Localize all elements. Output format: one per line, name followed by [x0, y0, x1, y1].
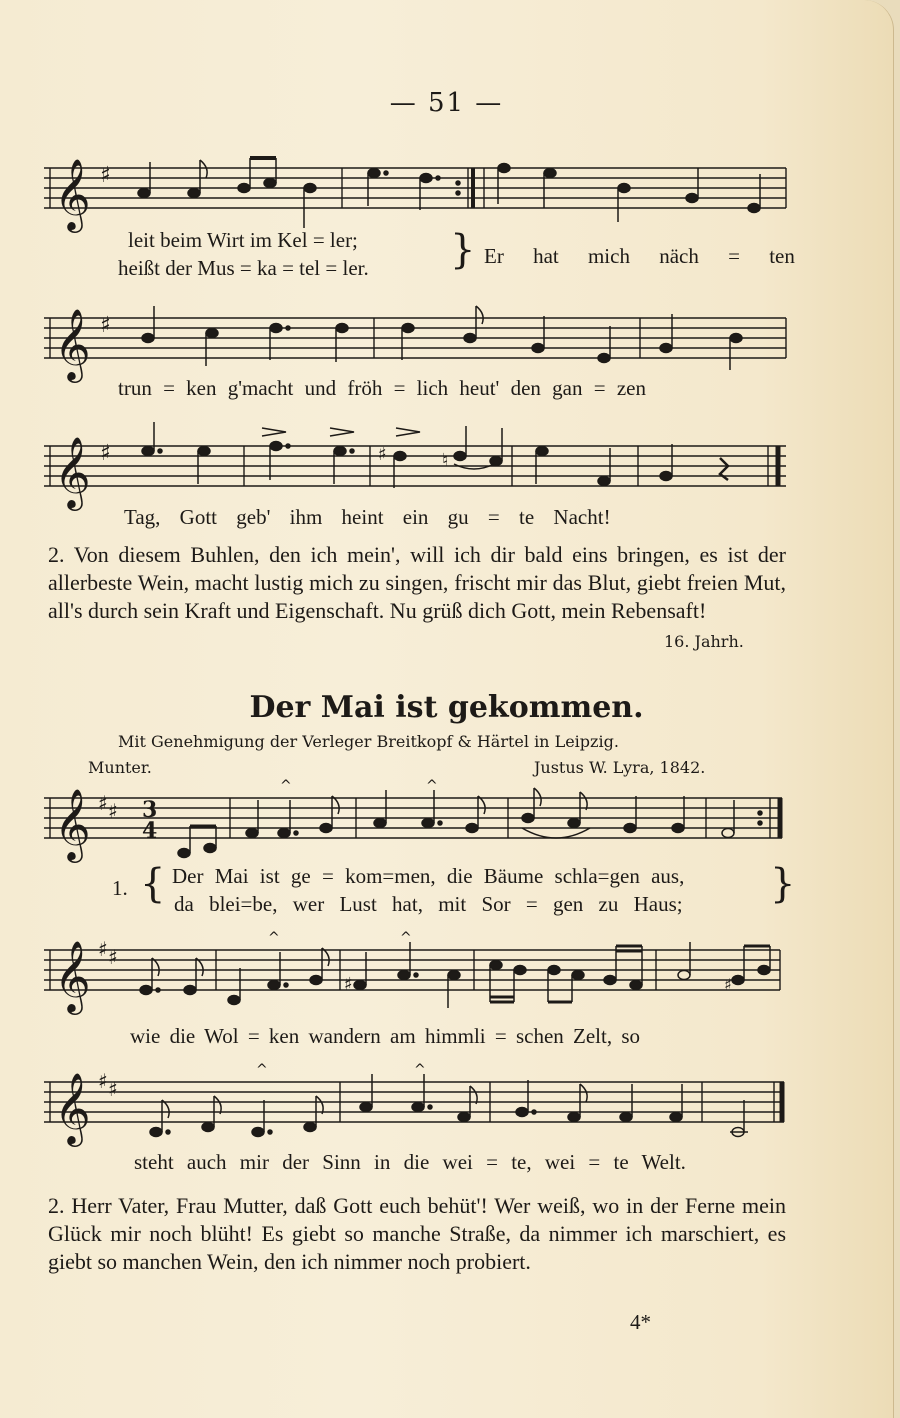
lyrics-line: trun = ken g'macht und fröh = lich heut' den gan = zen — [118, 376, 646, 400]
svg-text:^: ^ — [268, 930, 280, 946]
svg-text:𝄞: 𝄞 — [54, 435, 91, 508]
page-number: — 51 — — [389, 88, 504, 118]
svg-text:♯: ♯ — [108, 945, 118, 969]
svg-text:♯: ♯ — [98, 791, 108, 815]
svg-text:♮: ♮ — [442, 450, 449, 471]
svg-text:^: ^ — [426, 778, 438, 794]
lyrics-brace-left: { — [140, 861, 166, 907]
verse-number: 1. — [112, 876, 128, 900]
svg-text:♯: ♯ — [100, 163, 111, 188]
lyrics-line: heißt der Mus = ka = tel = ler. — [118, 256, 369, 280]
svg-text:♯: ♯ — [378, 444, 387, 465]
svg-text:♯: ♯ — [344, 974, 353, 995]
composer-credit: Justus W. Lyra, 1842. — [534, 758, 706, 777]
svg-text:♯: ♯ — [108, 799, 118, 823]
time-signature-top: 3 — [142, 797, 158, 823]
lyrics-brace-right: } — [770, 861, 796, 907]
svg-text:^: ^ — [400, 930, 412, 946]
music-staff — [44, 140, 794, 240]
stanza-2-song2: 2. Herr Vater, Frau Mutter, daß Gott euch behüt'! Wer weiß, wo in der Ferne mein Glück mir noch blüht! Es giebt so manche Straße, da nimmer ich marschiert, es giebt so manchen Wein, den ich nimmer noch probiert. — [48, 1193, 786, 1274]
svg-text:♯: ♯ — [98, 937, 108, 961]
tempo-marking: Munter. — [88, 758, 152, 777]
lyrics-line: wie die Wol = ken wandern am himmli = schen Zelt, so — [130, 1024, 641, 1048]
svg-text:♯: ♯ — [100, 313, 111, 338]
svg-text:𝄞: 𝄞 — [54, 1071, 91, 1144]
svg-text:𝄞: 𝄞 — [54, 939, 91, 1012]
lyrics-line: steht auch mir der Sinn in die wei = te, wei = te Welt. — [134, 1150, 686, 1174]
music-staff — [44, 1060, 794, 1160]
svg-text:^: ^ — [414, 1062, 426, 1078]
lyrics-brace: } — [450, 227, 476, 273]
lyrics-line: leit beim Wirt im Kel = ler; — [128, 228, 358, 252]
lyrics-line: Er hat mich näch = ten — [484, 244, 795, 268]
svg-text:♯: ♯ — [100, 441, 111, 466]
signature-mark: 4* — [630, 1310, 651, 1334]
lyrics-line: Der Mai ist ge = kom=men, die Bäume schla=gen aus, — [172, 864, 685, 888]
source-note: 16. Jahrh. — [664, 632, 744, 651]
svg-text:♯: ♯ — [108, 1077, 118, 1101]
music-staff — [44, 290, 794, 390]
svg-text:𝄞: 𝄞 — [54, 787, 91, 860]
stanza-2-song1: 2. Von diesem Buhlen, den ich mein', will ich dir bald eins bringen, es ist der allerbeste Wein, macht lustig mich zu singen, frischt mir das Blut, giebt freien Mut, all's durch sein Kraft und Eigenschaft. Nu grüß dich Gott, mein Rebensaft! — [48, 542, 786, 623]
svg-text:^: ^ — [280, 778, 292, 794]
time-signature-bottom: 4 — [142, 818, 158, 844]
lyrics-line: Tag, Gott geb' ihm heint ein gu = te Nacht! — [124, 505, 611, 529]
svg-text:𝄞: 𝄞 — [54, 307, 91, 380]
song-title: Der Mai ist gekommen. — [249, 690, 644, 725]
svg-text:^: ^ — [256, 1062, 268, 1078]
svg-text:♯: ♯ — [98, 1069, 108, 1093]
music-staff — [44, 418, 794, 518]
music-staff — [44, 928, 794, 1028]
permission-note: Mit Genehmigung der Verleger Breitkopf & Härtel in Leipzig. — [118, 732, 619, 751]
lyrics-line: da blei=be, wer Lust hat, mit Sor = gen zu Haus; — [174, 892, 683, 916]
svg-text:𝄞: 𝄞 — [54, 157, 91, 230]
svg-text:♯: ♯ — [724, 975, 732, 994]
